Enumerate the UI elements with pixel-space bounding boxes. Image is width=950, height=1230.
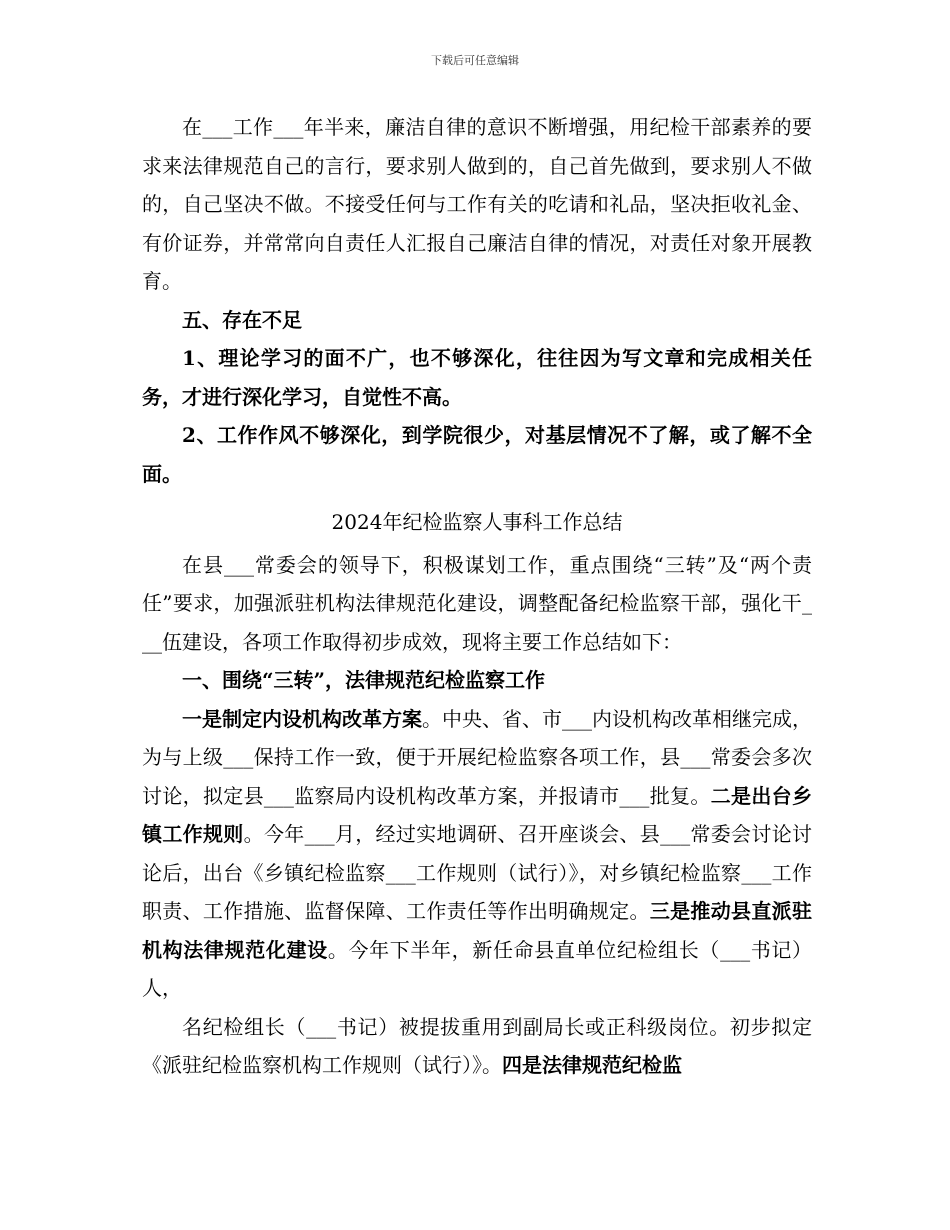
- bold-item-3: 三是推动县直派驻机构法律规范化建设: [142, 899, 812, 962]
- document-title: 2024年纪检监察人事科工作总结: [331, 510, 623, 534]
- bold-item-1: 一是制定内设机构改革方案: [182, 706, 422, 731]
- section-heading-shortcomings: 五、存在不足: [182, 307, 302, 332]
- text-continued: 名纪检组长（___书记）被提拔重用到副局长或正科级岗位。初步拟定《派驻纪检监察机构工作规则（试行）》。: [142, 1014, 812, 1077]
- section-heading-three-transformations: 一、围绕“三转”，法律规范纪检监察工作: [182, 668, 546, 692]
- bold-item-4: 四是法律规范纪检监: [502, 1053, 682, 1077]
- paragraph-continued: [142, 1008, 812, 1085]
- paragraph-work-items: [142, 700, 812, 1008]
- document-body: [142, 108, 812, 1085]
- text-item-2: 。今年___月，经过实地调研、召开座谈会、县___常委会讨论讨论后，出台《乡镇纪检监察___工作规则（试行）》，对乡镇纪检监察___工作职责、工作措施、监督保障、工作责任等作出明确规定。: [142, 822, 813, 923]
- page-header-note: 下载后可任意编辑: [431, 54, 519, 67]
- paragraph-intro: 在县___常委会的领导下，积极谋划工作，重点围绕“三转”及“两个责任”要求，加强派驻机构法律规范化建设，调整配备纪检监察干部，强化干___伍建设，各项工作取得初步成效，现将主要工作总结如下：: [142, 552, 812, 654]
- shortcoming-item-1: 1、理论学习的面不广，也不够深化，往往因为写文章和完成相关任务，才进行深化学习，自觉性不高。: [142, 346, 812, 409]
- paragraph-self-discipline: 在___工作___年半来，廉洁自律的意识不断增强，用纪检干部素养的要求来法律规范自己的言行，要求别人做到的，自己首先做到，要求别人不做的，自己坚决不做。不接受任何与工作有关的吃请和礼品，坚决拒收礼金、有价证券，并常常向自责任人汇报自己廉洁自律的情况，对责任对象开展教育。: [142, 115, 812, 293]
- shortcoming-item-2: 2、工作作风不够深化，到学院很少，对基层情况不了解，或了解不全面。: [142, 423, 812, 486]
- text-item-3: 。今年下半年，新任命县直单位纪检组长（___书记）人，: [142, 937, 813, 1000]
- text-item-1: 。中央、省、市___内设机构改革相继完成，为与上级___保持工作一致，便于开展纪检监察各项工作，县___常委会多次讨论，拟定县___监察局内设机构改革方案，并报请市___批复。: [142, 706, 812, 808]
- bold-item-2: 二是出台乡镇工作规则: [142, 783, 813, 846]
